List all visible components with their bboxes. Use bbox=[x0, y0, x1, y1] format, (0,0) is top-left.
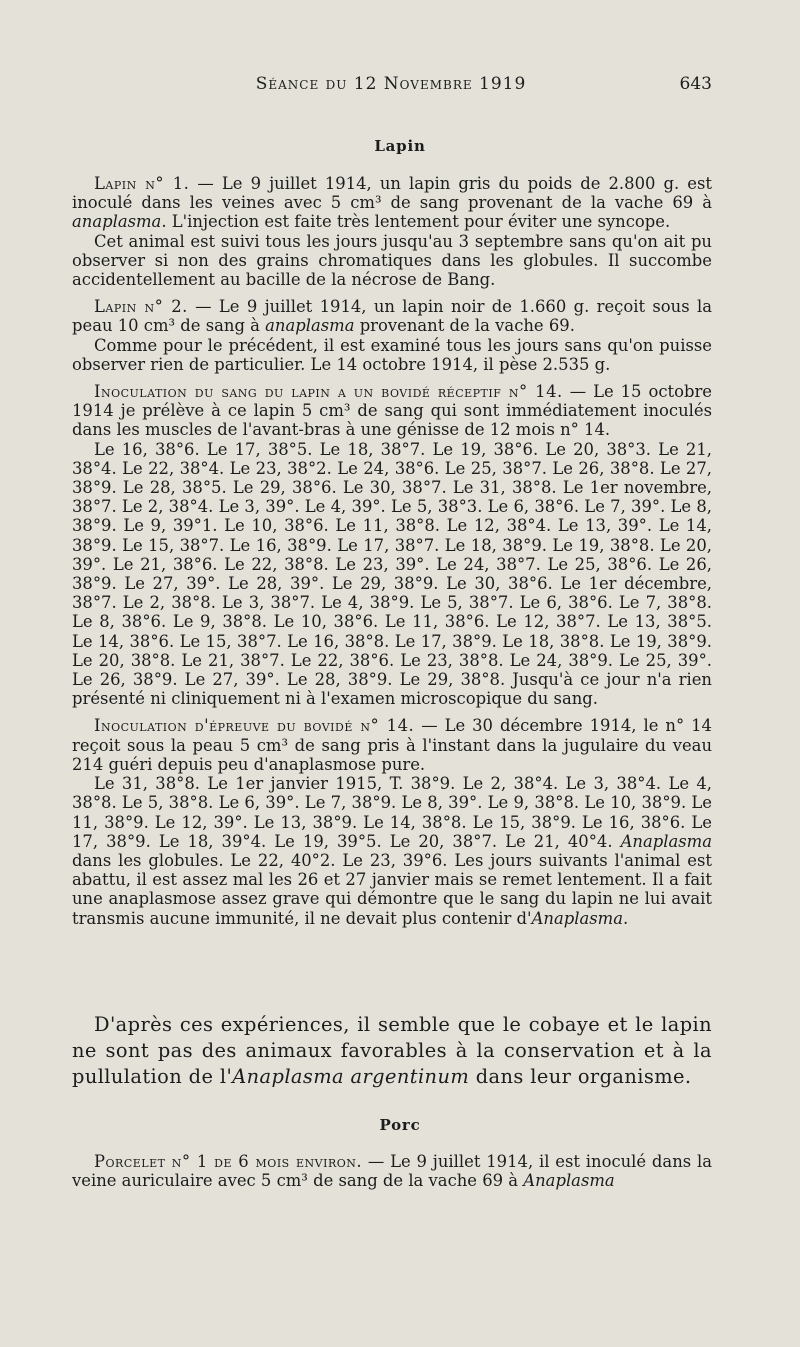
label-porcelet-1: Porcelet n° 1 de 6 mois environ. bbox=[94, 1152, 363, 1171]
label-lapin-2: Lapin n° 2. bbox=[94, 297, 188, 317]
italic-anaplasma-argentinum: Anaplasma argentinum bbox=[232, 1065, 470, 1088]
label-inoculation-1: Inoculation du sang du lapin a un bovidé réceptif n° 14. bbox=[94, 382, 563, 402]
label-inoculation-2: Inoculation d'épreuve du bovidé n° 14. bbox=[94, 716, 415, 736]
conclusion-text-a: D'après ces expériences, il semble que le cobaye et le lapin ne sont pas des animaux favorables à la conservation et à la pullulation de l' bbox=[72, 1013, 712, 1088]
text-inoculation-2: — Le 30 décembre 1914, le n° 14 reçoit sous la peau 5 cm³ de sang pris à l'instant dans la jugulaire du veau 214 guéri depuis peu d'anaplasmose pure. bbox=[72, 716, 712, 774]
paragraph-lapin-1 bbox=[72, 174, 712, 232]
page-number: 643 bbox=[679, 74, 712, 94]
body-text-lapin bbox=[72, 174, 712, 928]
paragraph-temperatures-2 bbox=[72, 774, 712, 928]
label-lapin-1: Lapin n° 1. bbox=[94, 174, 190, 193]
text-temps-2-end: . bbox=[622, 908, 629, 928]
running-head bbox=[70, 74, 712, 104]
paragraph-lapin-2-followup: Comme pour le précédent, il est examiné tous les jours sans qu'on puisse observer rien de particulier. Le 14 octobre 1914, il pèse 2.535 g. bbox=[72, 335, 712, 374]
section-heading-lapin: Lapin bbox=[374, 137, 426, 155]
body-text-porc bbox=[72, 1152, 712, 1190]
conclusion-text-b: dans leur organisme. bbox=[469, 1065, 692, 1088]
paragraph-lapin-1-followup: Cet animal est suivi tous les jours jusqu'au 3 septembre sans qu'on ait pu observer si non des grains chromatiques dans les globules. Il succombe accidentellement au bacille de la nécrose de Bang. bbox=[72, 231, 712, 290]
text-lapin-2b: provenant de la vache 69. bbox=[354, 316, 575, 336]
conclusion-paragraph bbox=[72, 1012, 712, 1090]
section-heading-porc: Porc bbox=[379, 1116, 421, 1134]
paragraph-inoculation-2 bbox=[72, 716, 712, 774]
text-temps-2b: dans les globules. Le 22, 40°2. Le 23, 39°6. Les jours suivants l'animal est abattu, il est assez mal les 26 et 27 janvier mais se remet lentement. Il a fait une anaplasmose assez grave qui démontre que le sang du lapin ne lui avait transmis aucune immunité, il ne devait plus contenir d' bbox=[72, 850, 712, 928]
paragraph-porcelet-1 bbox=[72, 1152, 712, 1190]
text-temps-2a: Le 31, 38°8. Le 1er janvier 1915, T. 38°9. Le 2, 38°4. Le 3, 38°4. Le 4, 38°8. Le 5, 38°8. Le 6, 39°. Le 7, 38°9. Le 8, 39°. Le 9, 38°8. Le 10, 38°9. Le 11, 38°9. Le 12, 39°. Le 13, 38°9. Le 14, 38°8. Le 15, 38°9. Le 16, 38°6. Le 17, 38°9. Le 18, 39°4. Le 19, 39°5. Le 20, 38°7. Le 21, 40°4. bbox=[72, 774, 712, 851]
italic-anaplasma: anaplasma bbox=[265, 316, 355, 336]
text-lapin-2a: — Le 9 juillet 1914, un lapin noir de 1.660 g. reçoit sous la peau 10 cm³ de sang à bbox=[72, 297, 712, 336]
text-inoculation-1: — Le 15 octobre 1914 je prélève à ce lapin 5 cm³ de sang qui sont immédiatement inoculés dans les muscles de l'avant-bras à une génisse de 12 mois n° 14. bbox=[72, 382, 712, 440]
paragraph-lapin-2 bbox=[72, 297, 712, 335]
italic-anaplasma: Anaplasma bbox=[620, 831, 712, 851]
italic-anaplasma-2: Anaplasma bbox=[531, 908, 623, 928]
paragraph-temperatures-1: Le 16, 38°6. Le 17, 38°5. Le 18, 38°7. Le 19, 38°6. Le 20, 38°3. Le 21, 38°4. Le 22, 38°4. Le 23, 38°2. Le 24, 38°6. Le 25, 38°7. Le 26, 38°8. Le 27, 38°9. Le 28, 38°5. Le 29, 38°6. Le 30, 38°7. Le 31, 38°8. Le 1er novembre, 38°7. Le 2, 38°4. Le 3, 39°. Le 4, 39°. Le 5, 38°3. Le 6, 38°6. Le 7, 39°. Le 8, 38°9. Le 9, 39°1. Le 10, 38°6. Le 11, 38°8. Le 12, 38°4. Le 13, 39°. Le 14, 38°9. Le 15, 38°7. Le 16, 38°9. Le 17, 38°7. Le 18, 38°9. Le 19, 38°8. Le 20, 39°. Le 21, 38°6. Le 22, 38°8. Le 23, 39°. Le 24, 38°7. Le 25, 38°6. Le 26, 38°9. Le 27, 39°. Le 28, 39°. Le 29, 38°9. Le 30, 38°6. Le 1er décembre, 38°7. Le 2, 38°8. Le 3, 38°7. Le 4, 38°9. Le 5, 38°7. Le 6, 38°6. Le 7, 38°8. Le 8, 38°6. Le 9, 38°8. Le 10, 38°6. Le 11, 38°6. Le 12, 38°7. Le 13, 38°5. Le 14, 38°6. Le 15, 38°7. Le 16, 38°8. Le 17, 38°9. Le 18, 38°8. Le 19, 38°9. Le 20, 38°8. Le 21, 38°7. Le 22, 38°6. Le 23, 38°8. Le 24, 38°9. Le 25, 39°. Le 26, 38°9. Le 27, 39°. Le 28, 38°9. Le 29, 38°8. Jusqu'à ce jour n'a rien présenté ni cliniquement ni à l'examen microscopique du sang. bbox=[72, 439, 712, 709]
italic-anaplasma: Anaplasma bbox=[523, 1171, 615, 1191]
text-lapin-1b: . L'injection est faite très lentement pour éviter une syncope. bbox=[161, 212, 671, 232]
italic-anaplasma: anaplasma bbox=[72, 212, 162, 232]
text-lapin-1a: — Le 9 juillet 1914, un lapin gris du poids de 2.800 g. est inoculé dans les veines avec 5 cm³ de sang provenant de la vache 69 à bbox=[72, 174, 712, 213]
text-porcelet-1a: — Le 9 juillet 1914, il est inoculé dans la veine auriculaire avec 5 cm³ de sang de la vache 69 à bbox=[72, 1152, 712, 1191]
conclusion-text bbox=[72, 1012, 712, 1090]
paragraph-inoculation-1 bbox=[72, 382, 712, 440]
page-header-title: Séance du 12 Novembre 1919 bbox=[255, 74, 527, 94]
